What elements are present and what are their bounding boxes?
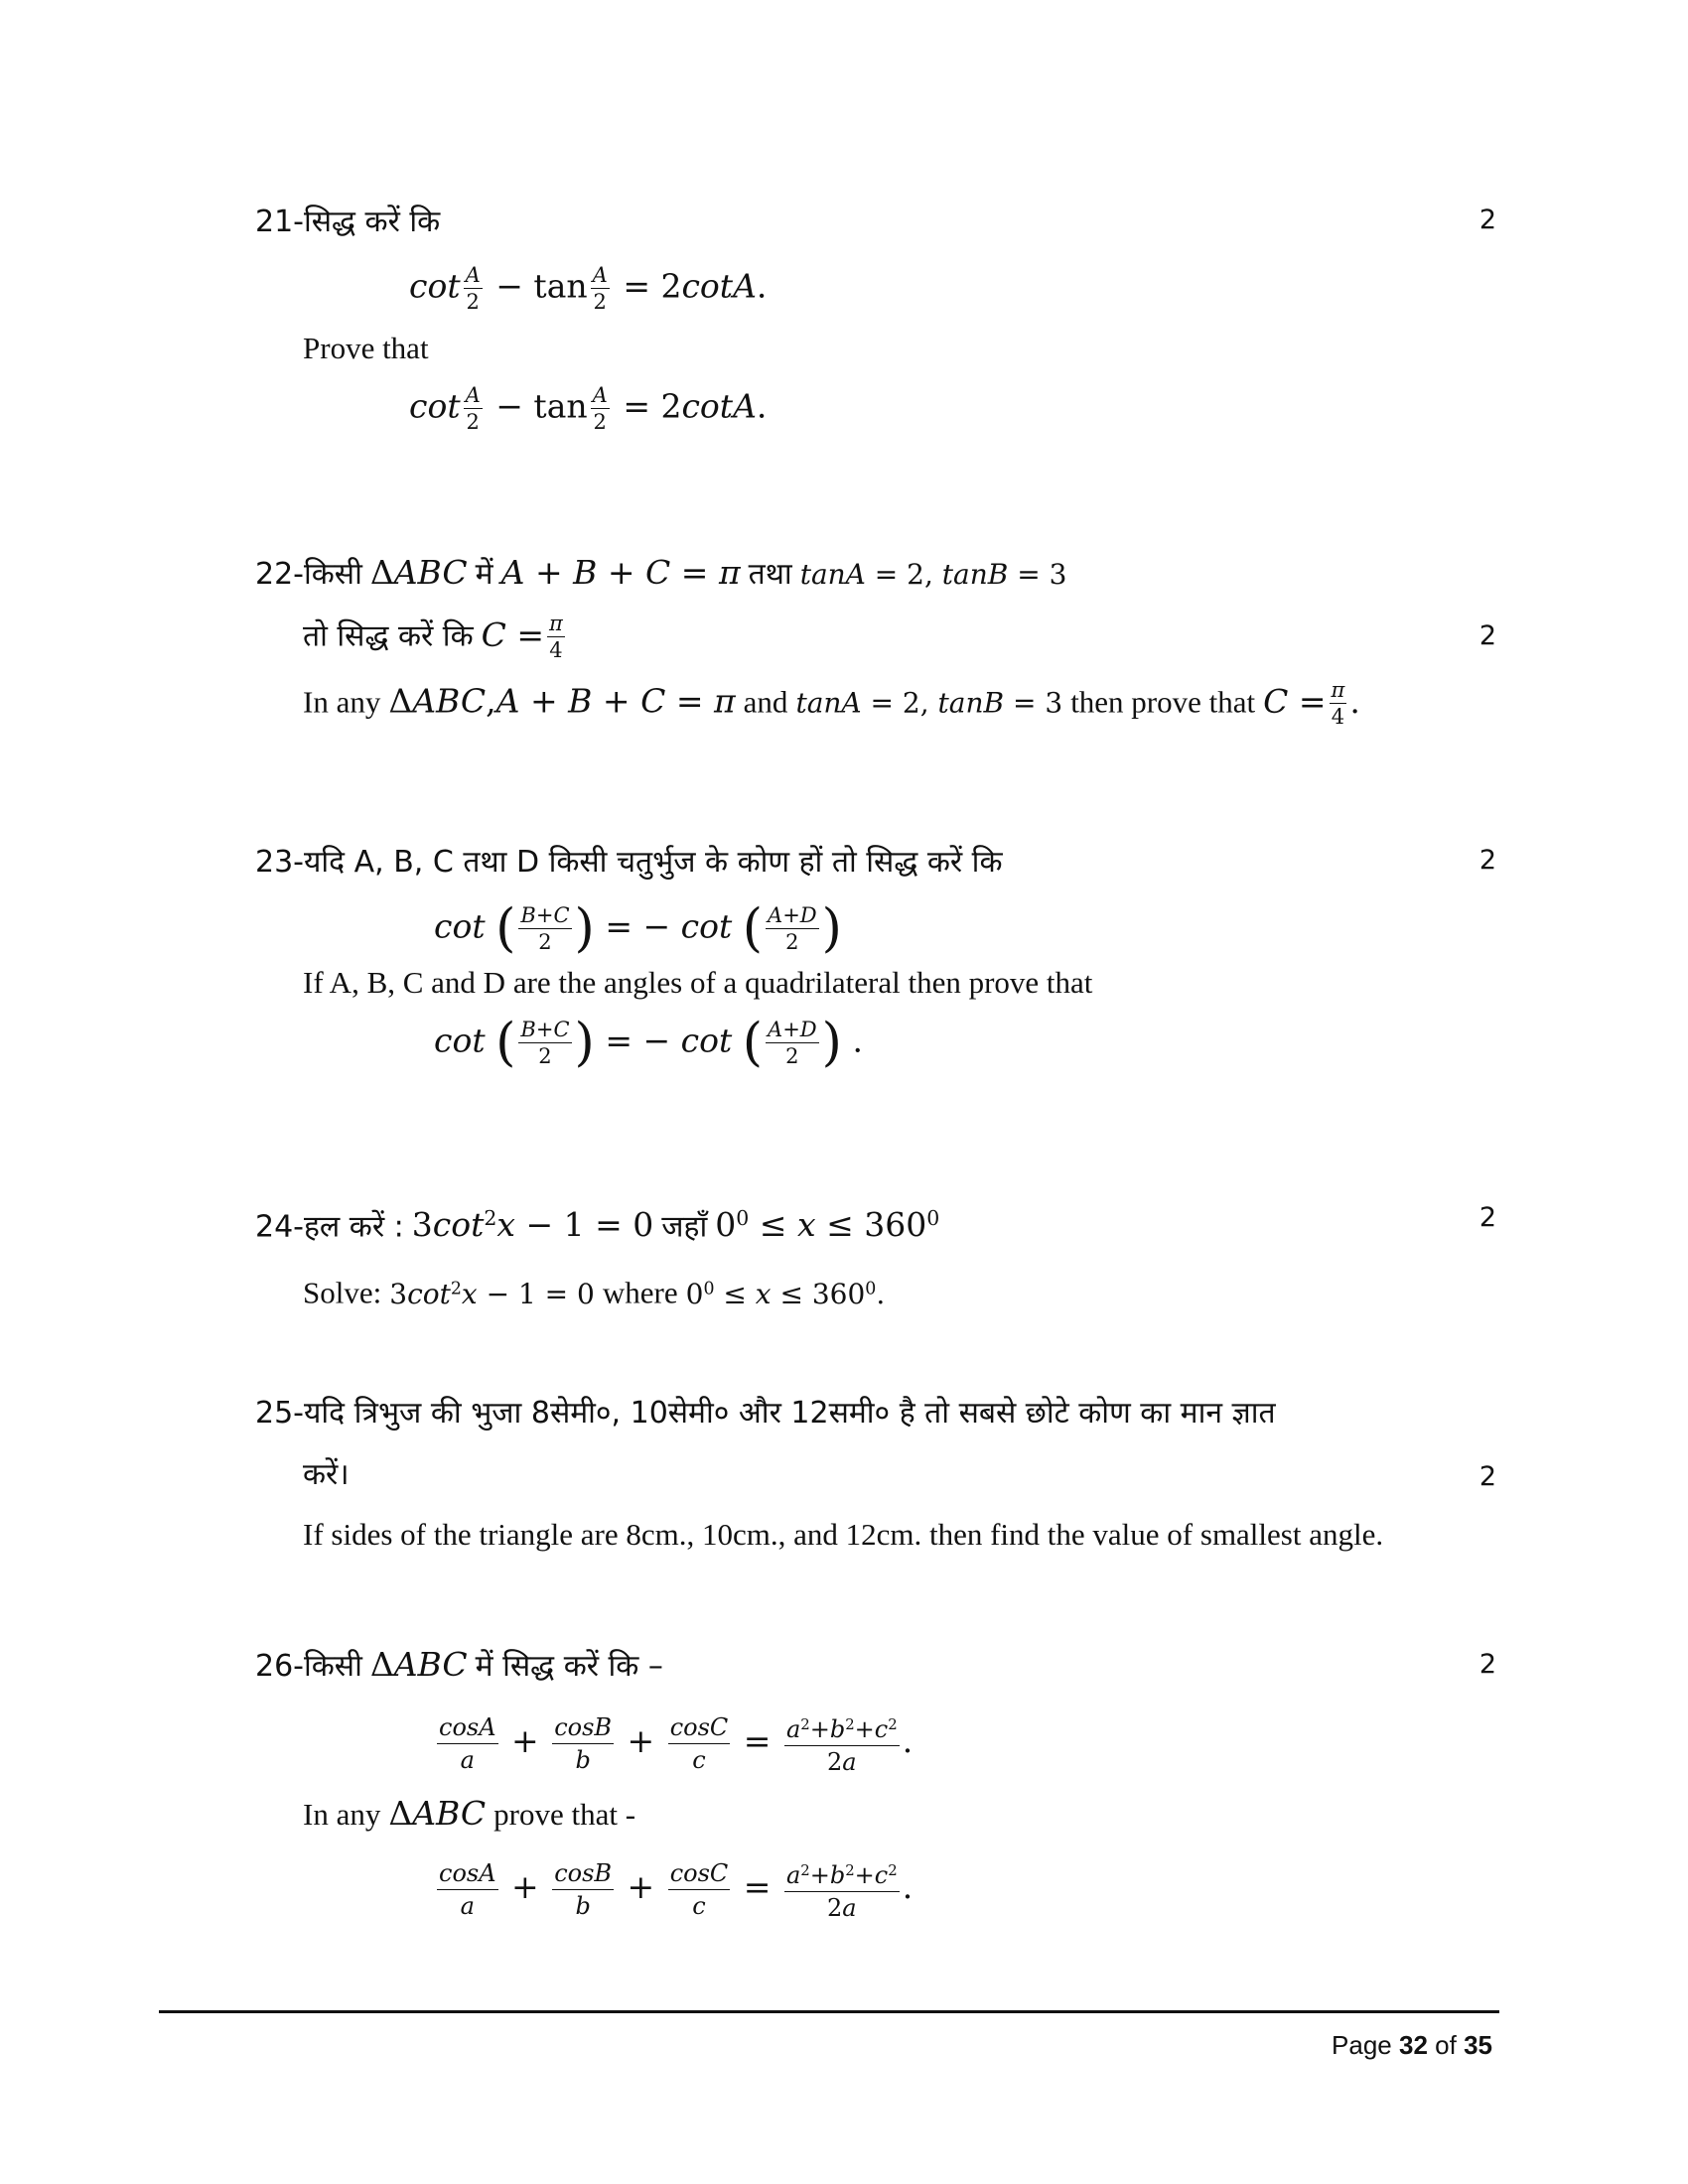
q21-hindi-line [255,199,1496,244]
question-24 [255,1196,1496,1316]
q22-english-line: In any ΔABC,A + B + C = π and tanA = 2, tanB = 3 then prove that C = $\frac{\pi}{4}$ . [303,678,1360,729]
q26-equation-hindi: $\frac{\cos A}{a}$ + $\frac{\cos B}{b}$ + $\frac{\cos C}{c}$ = $\frac{a^2+b^2+c^2}{2a}$ . [434,1708,1496,1778]
q21-hindi-text: 21-सिद्ध करें कि [255,205,441,239]
q23-hindi-line: 23-यदि A, B, C तथा D किसी चतुर्भुज के कोण हों तो सिद्ध करें कि 2 [255,839,1496,885]
q23-marks: 2 [1478,845,1496,876]
q25-hindi-line1: 25-यदि त्रिभुज की भुजा 8सेमी०, 10सेमी० और 12समी० है तो सबसे छोटे कोण का मान ज्ञात [255,1396,1276,1431]
q24-marks: 2 [1478,1202,1496,1233]
q21-marks: 2 [1478,205,1496,235]
q22-marks: 2 [1478,620,1496,651]
footer-page-total: 35 [1464,2030,1492,2060]
footer-page-word: Page [1332,2030,1392,2060]
q26-hindi-line: 26-किसी ΔABC में सिद्ध करें कि – 2 [255,1643,1496,1689]
q23-equation-english: cot ( $\frac{B+C}{2}$ ) = − cot ( $\frac{A+D}{2}$ ) . [434,1013,863,1073]
footer-divider [159,2010,1499,2013]
q26-english-line: In any ΔABC prove that - [303,1794,636,1834]
q24-hindi-line: 24-हल करें : $3\cot^2x - 1 = 0$ जहाँ $0^0 \le x \le 360^0$ 2 [255,1196,1496,1249]
q21-equation-english: cot $\frac{A}{2}$ − tan $\frac{A}{2}$ = 2cotA. [409,383,768,434]
q25-marks: 2 [1478,1461,1496,1492]
q21-english-text: Prove that [303,331,429,365]
q25-hindi-line2: करें। 2 [303,1451,1496,1497]
question-25 [255,1390,1496,1557]
question-26 [255,1643,1496,1924]
q23-english-text: If A, B, C and D are the angles of a quadrilateral then prove that [303,965,1093,1000]
q22-hindi-line2: तो सिद्ध करें कि C = $\frac{\pi}{4}$ 2 [303,612,1496,662]
page-footer [1332,2030,1492,2061]
q25-english-text: If sides of the triangle are 8cm., 10cm., and 12cm. then find the value of smallest angle. [303,1517,1384,1552]
q23-equation-hindi: cot ( $\frac{B+C}{2}$ ) = − cot ( $\frac{A+D}{2}$ ) [434,898,842,959]
question-22 [255,551,1496,730]
q22-hindi-line1: 22-किसी ΔABC में A + B + C = π तथा tanA = 2, tanB = 3 [255,553,1067,592]
q24-english-line: Solve: $3\cot^2x - 1 = 0$ where $0^0 \le x \le 360^0$. [303,1275,886,1310]
q21-equation-hindi: cot $\frac{A}{2}$ − tan $\frac{A}{2}$ = 2cotA. [409,263,768,314]
question-21 [255,199,1496,435]
question-23 [255,839,1496,1073]
footer-of-word: of [1435,2030,1457,2060]
footer-page-number: 32 [1399,2030,1428,2060]
q26-equation-english: $\frac{\cos A}{a}$ + $\frac{\cos B}{b}$ + $\frac{\cos C}{c}$ = $\frac{a^2+b^2+c^2}{2a}$ . [434,1854,1496,1924]
q26-marks: 2 [1478,1649,1496,1680]
